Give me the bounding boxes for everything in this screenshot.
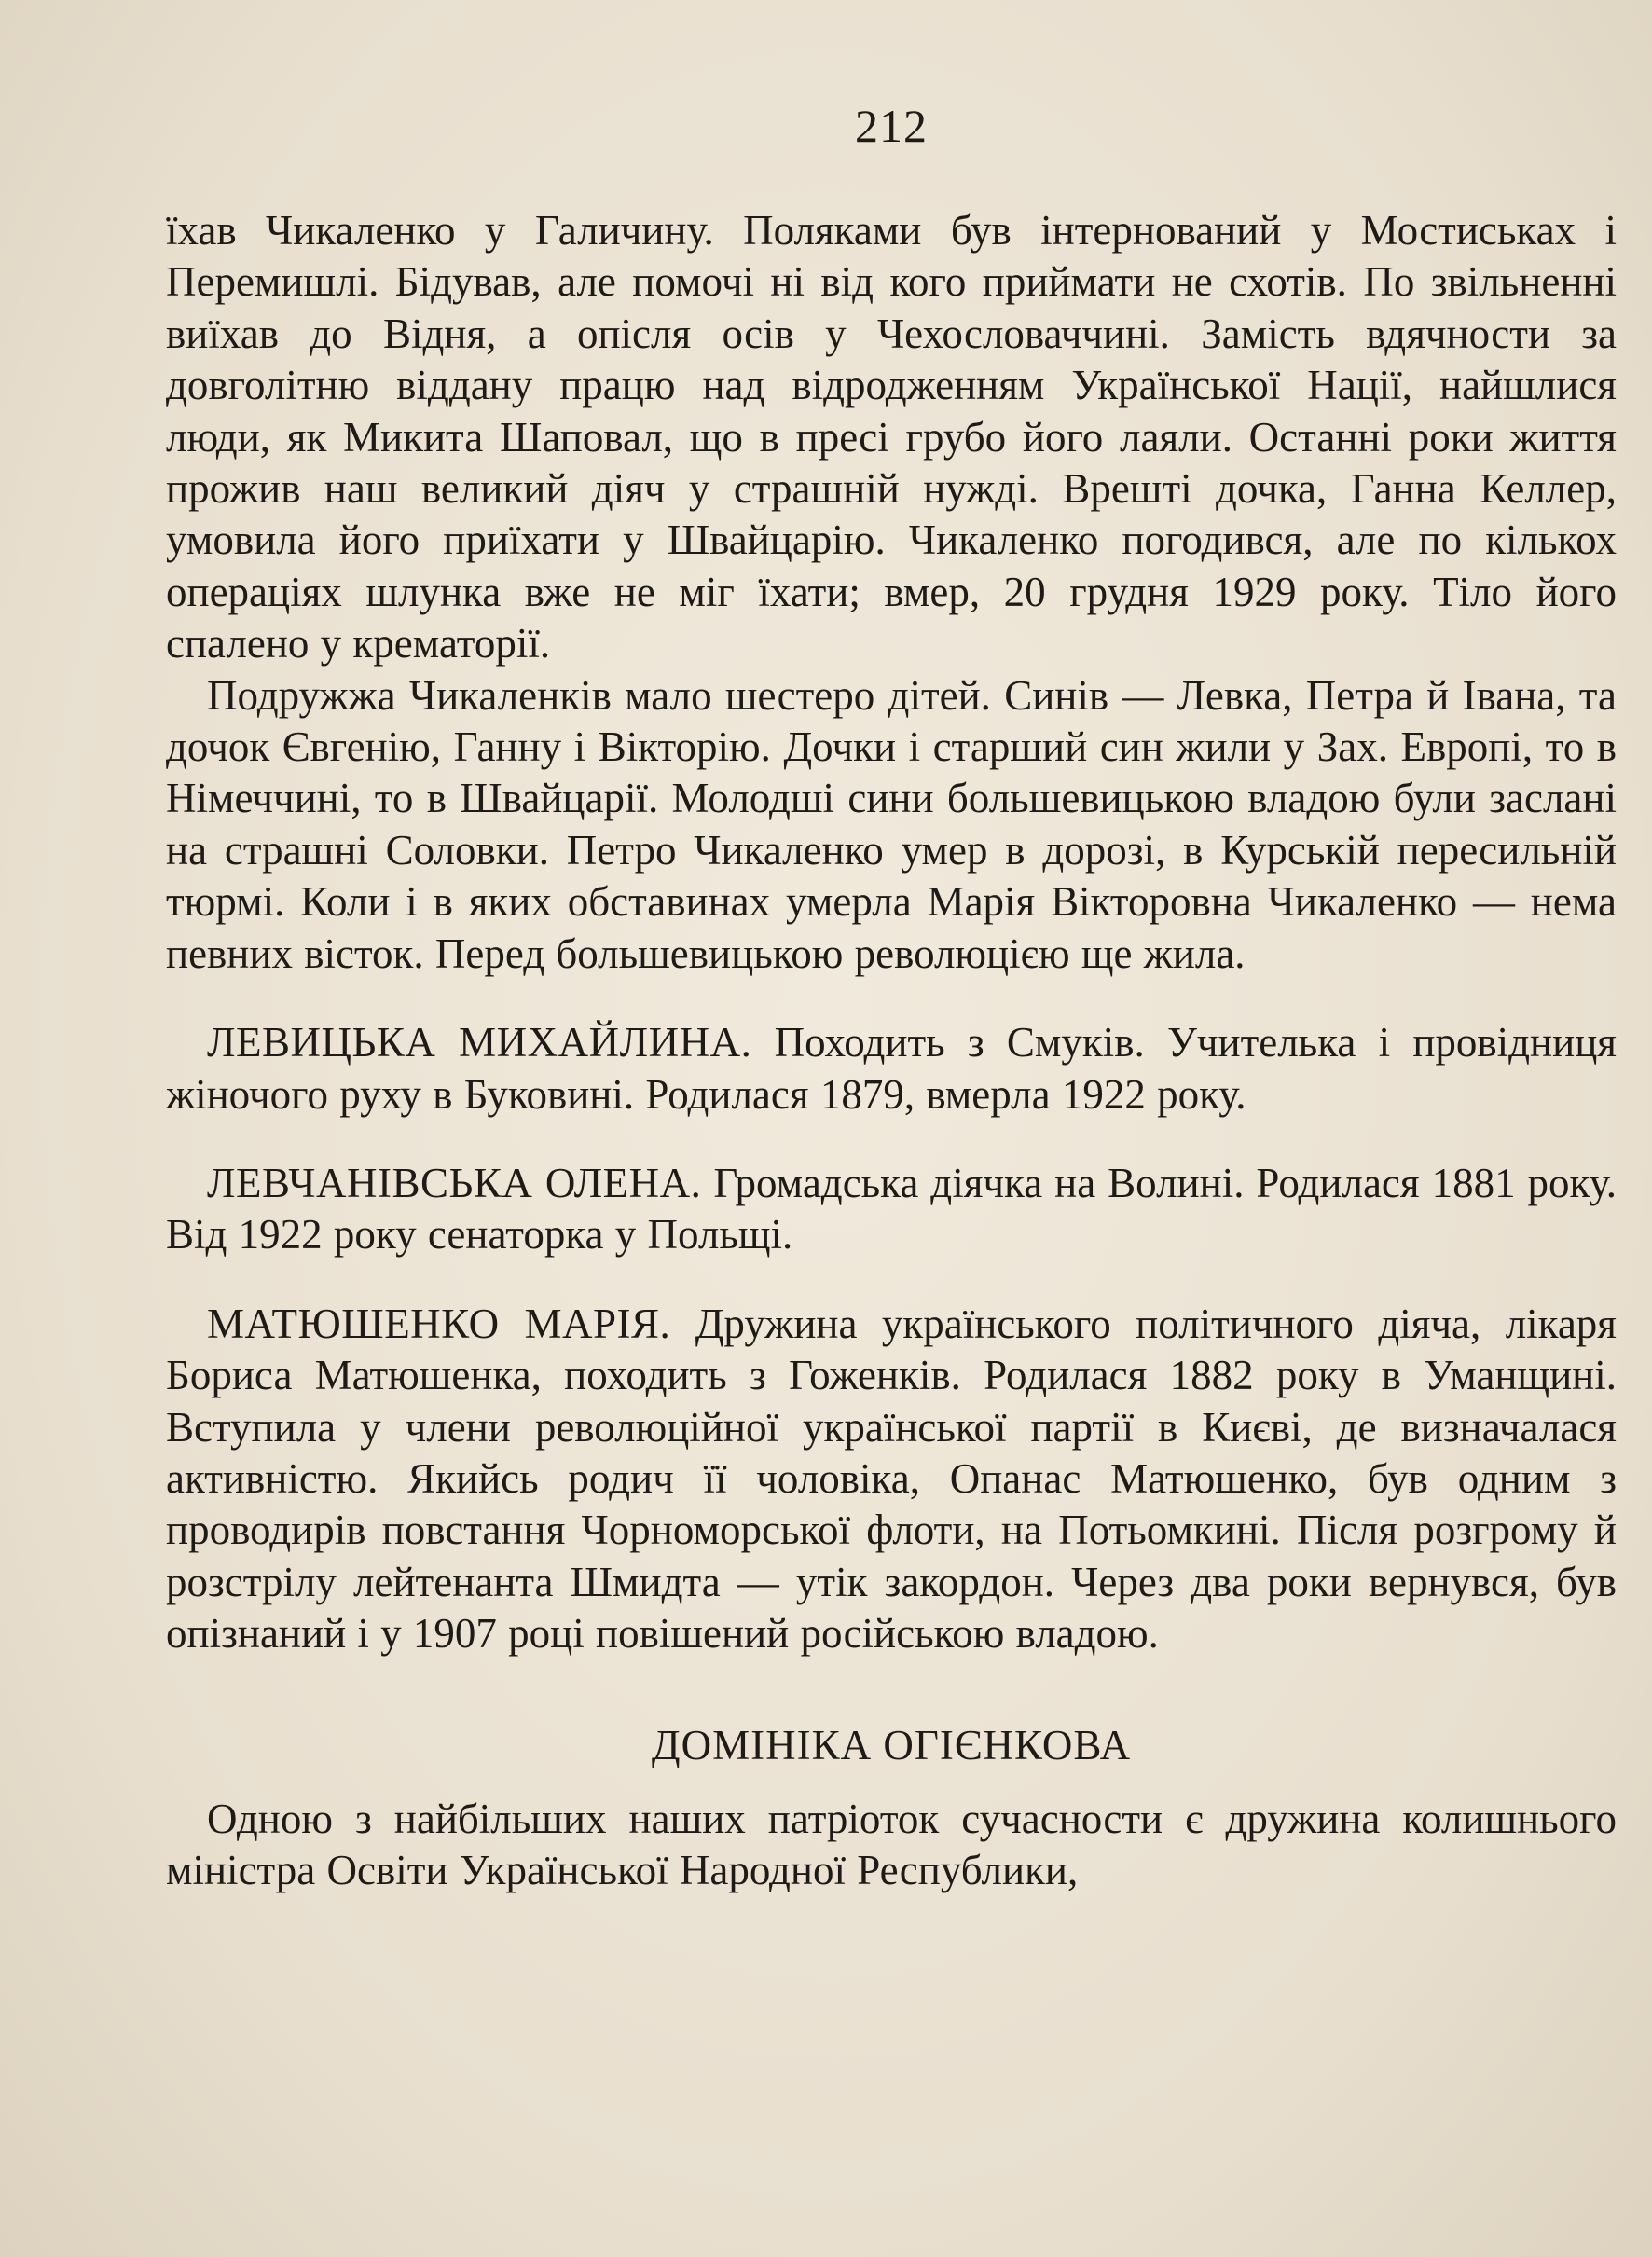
entry-matiushenko (166, 1299, 1617, 1660)
entry-name: МАТЮШЕНКО МАРІЯ. (207, 1300, 671, 1347)
paragraph-chykalenko-children: Подружжа Чикаленків мало шестеро дітей. Синів — Левка, Петра й Івана, та дочок Євгенію, Ганну і Вікторію. Дочки і старший син жили у Зах. Европі, то в Німеччині, то в Швайцарії. Молодші сини большевицькою владою були заслані на страшні Соловки. Петро Чикаленко умер в дорозі, в Курській пересильній тюрмі. Коли і в яких обставинах умерла Марія Вікторовна Чикаленко — нема певних вісток. Перед большевицькою революцією ще жила. (166, 671, 1617, 977)
entry-name: ЛЕВИЦЬКА МИХАЙЛИНА. (207, 1019, 752, 1067)
body-text (166, 205, 1617, 1896)
paragraph-ohiienkova-intro: Одною з найбільших наших патріоток сучасности є дружина колишнього міністра Освіти Української Народної Республики, (166, 1795, 1617, 1893)
entry-levchanivska (166, 1158, 1617, 1261)
entry-text: Громадська діячка на Волині. Родилася 1881 року. Від 1922 року сенаторка у Польщі. (166, 1159, 1617, 1259)
paragraph-chykalenko-exile: їхав Чикаленко у Галичину. Поляками був інтернований у Мостиськах і Перемишлі. Бідував, але помочі ні від кого приймати не схотів. По звільненні виїхав до Відня, а опісля осів у Чехословаччині. Замість вдячности за довголітню віддану працю над відродженням Української Нації, найшлися люди, як Микита Шаповал, що в пресі грубо його лаяли. Останні роки життя прожив наш великий діяч у страшній нужді. Врешті дочка, Ганна Келлер, умовила його приїхати у Швайцарію. Чикаленко погодився, але по кількох операціях шлунка вже не міг їхати; вмер, 20 грудня 1929 року. Тіло його спалено у крематорії. (166, 207, 1617, 667)
entry-text: Походить з Смуків. Учителька і провідниця жіночого руху в Буковині. Родилася 1879, вмерла 1922 року. (166, 1019, 1618, 1118)
entry-name: ЛЕВЧАНІВСЬКА ОЛЕНА. (207, 1159, 702, 1206)
section-heading: ДОМІНІКА ОГІЄНКОВА (651, 1721, 1132, 1768)
entry-text: Дружина українського політичного діяча, лікаря Бориса Матюшенка, походить з Гоженків. Родилася 1882 року в Уманщині. Вступила у члени революційної української партії в Києві, де визначалася активністю. Якийсь родич її чоловіка, Опанас Матюшенко, був одним з проводирів повстання Чорноморської флоти, на Потьомкині. Після розгрому й розстрілу лейтенанта Шмидта — утік закордон. Через два роки вернувся, був опізнаний і у 1907 році повішений російською владою. (166, 1300, 1618, 1658)
page-number: 212 (855, 100, 928, 152)
entry-levytska (166, 1017, 1617, 1121)
